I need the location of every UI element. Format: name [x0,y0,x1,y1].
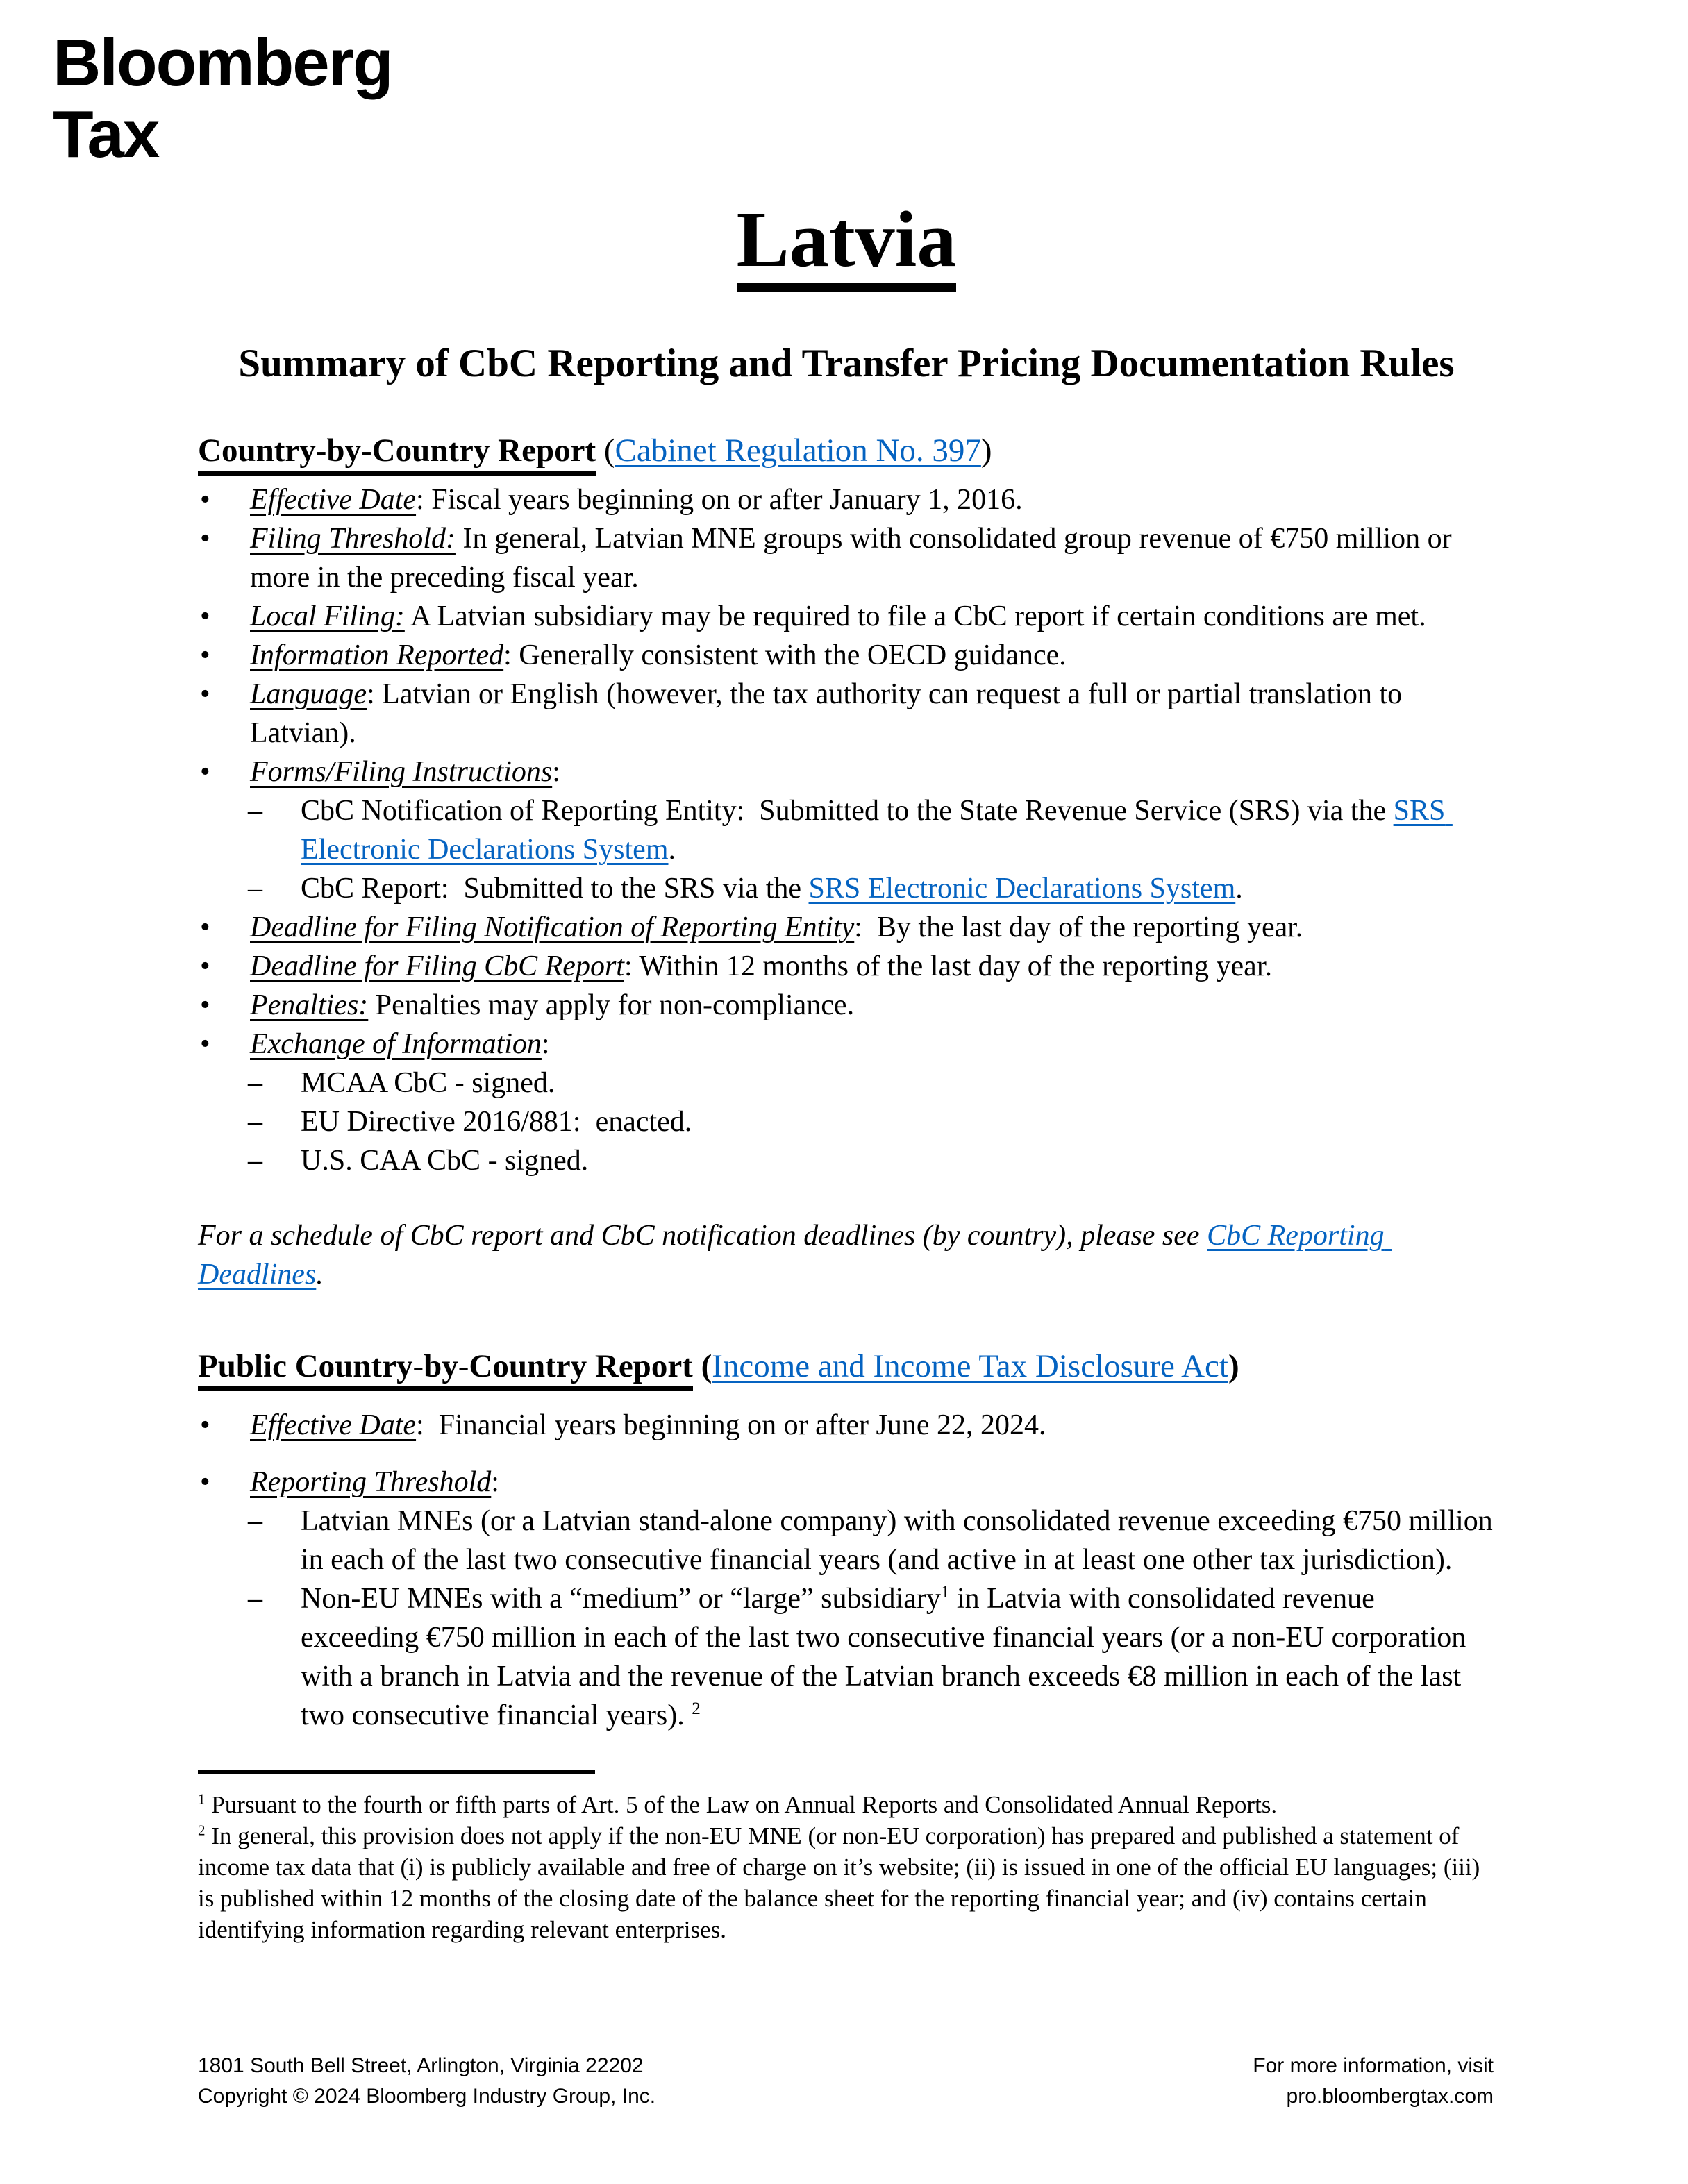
footnote-1 [198,1789,1495,1820]
bullet-label: Filing Threshold: [250,522,456,555]
cbc-heading-paren-close: ) [980,432,992,469]
sub-bullet-cbc-report [198,869,1495,908]
cbc-heading-paren-open: ( [596,432,615,469]
footer-address: 1801 South Bell Street, Arlington, Virginia 22202 [198,2054,644,2077]
footnote-ref-1: 1 [940,1582,950,1602]
bullet-deadline-notification [198,908,1495,947]
bullet-text: : Generally consistent with the OECD guidance. [503,639,1067,671]
footer-address-block [198,2051,655,2111]
income-tax-disclosure-act-link[interactable]: Income and Income Tax Disclosure Act [712,1347,1228,1384]
sub-bullet-us-caa [198,1141,1495,1180]
sub-bullet-text: EU Directive 2016/881: enacted. [301,1105,692,1138]
sub-bullet-eu-directive [198,1102,1495,1141]
sub-bullet-cbc-notification [198,791,1495,869]
bullet-local-filing [198,597,1495,636]
sub-bullet-text: Latvian MNEs (or a Latvian stand-alone company) with consolidated revenue exceeding €750 million in each of the last two consecutive financial years (and active in at least one other tax jurisdiction). [301,1504,1501,1576]
footer-info-text: For more information, visit [1253,2054,1494,2077]
logo-line-tax: Tax [53,96,159,171]
bullet-text: Penalties may apply for non-compliance. [368,989,855,1021]
footnote-separator [198,1770,595,1774]
bullet-text: A Latvian subsidiary may be required to file a CbC report if certain conditions are met. [404,600,1426,632]
cabinet-regulation-link[interactable]: Cabinet Regulation No. 397 [615,432,981,469]
bullet-label: Exchange of Information [250,1027,542,1060]
bullet-label: Effective Date [250,483,417,516]
bullet-effective-date [198,480,1495,519]
bullet-text: In general, Latvian MNE groups with consolidated group revenue of €750 million or more in the preceding fiscal year. [250,522,1460,594]
page-subtitle: Summary of CbC Reporting and Transfer Pricing Documentation Rules [238,342,1455,385]
schedule-note-text: For a schedule of CbC report and CbC notification deadlines (by country), please see [198,1219,1207,1252]
footer-copyright: Copyright © 2024 Bloomberg Industry Group, Inc. [198,2084,656,2108]
bullet-text: : Fiscal years beginning on or after January 1, 2016. [416,483,1023,516]
footnote-1-marker: 1 [198,1790,206,1808]
bullet-language [198,675,1495,753]
page-title [198,195,1495,292]
bullet-text: : Financial years beginning on or after June 22, 2024. [416,1409,1046,1441]
public-heading-label: Public Country-by-Country Report [198,1348,693,1391]
footnote-2-marker: 2 [198,1822,206,1839]
bullet-deadline-cbc-report [198,947,1495,986]
bullet-reporting-threshold [198,1463,1495,1502]
footnote-2 [198,1820,1495,1945]
footnote-2-text: In general, this provision does not apply if the non-EU MNE (or non-EU corporation) has prepared and published a statement of income tax data that (i) is publicly available and free of charge on it’s website; (ii) is issued in one of the official EU languages; (iii) is published within 12 months of the closing date of the balance sheet for the reporting financial year; and (iv) contains certain identifying information regarding relevant enterprises. [198,1822,1487,1943]
cbc-reporting-deadlines-link[interactable]: CbC Reporting Deadlines [198,1219,1392,1291]
bullet-text: : Latvian or English (however, the tax authority can request a full or partial translation to Latvian). [250,678,1410,749]
sub-bullet-text: CbC Notification of Reporting Entity: Submitted to the State Revenue Service (SRS) via the [301,794,1394,827]
public-heading-paren-open: ( [692,1347,712,1384]
srs-eds-link-notification[interactable]: SRS Electronic Declarations System [301,794,1453,866]
sub-bullet-text-end: . [1235,872,1243,905]
bullet-label: Effective Date [250,1409,417,1441]
footer-info-block [1253,2051,1494,2111]
schedule-note-period: . [316,1258,324,1291]
footer-site-url: pro.bloombergtax.com [1286,2084,1494,2108]
section-heading-public-cbc [198,1345,1495,1388]
bullet-information-reported [198,636,1495,675]
cbc-bullet-list [198,480,1495,1180]
bullet-label: Penalties: [250,989,369,1021]
page-title-text: Latvia [737,200,957,292]
sub-bullet-mcaa [198,1064,1495,1102]
footnotes-block [198,1789,1495,1945]
bullet-label: Deadline for Filing Notification of Reporting Entity [250,911,855,943]
sub-bullet-text-end: . [668,833,676,866]
sub-bullet-text: MCAA CbC - signed. [301,1066,555,1099]
footnote-ref-2: 2 [692,1699,701,1718]
bullet-filing-threshold [198,519,1495,597]
public-bullet-list [198,1406,1501,1735]
section-heading-cbc [198,430,1495,472]
bullet-penalties [198,986,1495,1025]
cbc-heading-label: Country-by-Country Report [198,432,596,476]
bullet-label: Language [250,678,367,710]
sub-bullet-non-eu-mnes [198,1579,1495,1735]
bullet-text: : Within 12 months of the last day of the reporting year. [624,950,1272,982]
footnote-1-text: Pursuant to the fourth or fifth parts of Art. 5 of the Law on Annual Reports and Consolidated Annual Reports. [205,1790,1278,1818]
bullet-exchange-of-information [198,1025,1495,1064]
bullet-public-effective-date [198,1406,1495,1445]
bullet-text: : [541,1027,550,1060]
bullet-text: : [552,755,560,788]
bullet-text: : By the last day of the reporting year. [854,911,1303,943]
bullet-label: Forms/Filing Instructions [250,755,553,788]
sub-bullet-text: U.S. CAA CbC - signed. [301,1144,589,1177]
sub-bullet-text: Non-EU MNEs with a “medium” or “large” subsidiary [301,1582,941,1615]
bullet-text: : [491,1465,499,1498]
bullet-label: Deadline for Filing CbC Report [250,950,624,982]
schedule-note [198,1216,1495,1294]
document-content [198,0,1501,1945]
logo-line-bloomberg: Bloomberg [53,26,392,100]
bullet-label: Information Reported [250,639,504,671]
sub-bullet-latvian-mnes [198,1502,1501,1579]
bullet-label: Reporting Threshold [250,1465,492,1498]
srs-eds-link-report[interactable]: SRS Electronic Declarations System [808,872,1236,905]
bullet-label: Local Filing: [250,600,405,632]
public-heading-paren-close: ) [1228,1347,1239,1384]
bullet-forms-filing-instructions [198,753,1495,791]
sub-bullet-text-mid: in Latvia with consolidated revenue exceeding €750 million in each of the last two consecutive financial years (or a non-EU corporation with a branch in Latvia and the revenue of the Latvian branch exceeds €8 million in each of the last two consecutive financial years). [301,1582,1473,1731]
sub-bullet-text: CbC Report: Submitted to the SRS via the [301,872,809,905]
